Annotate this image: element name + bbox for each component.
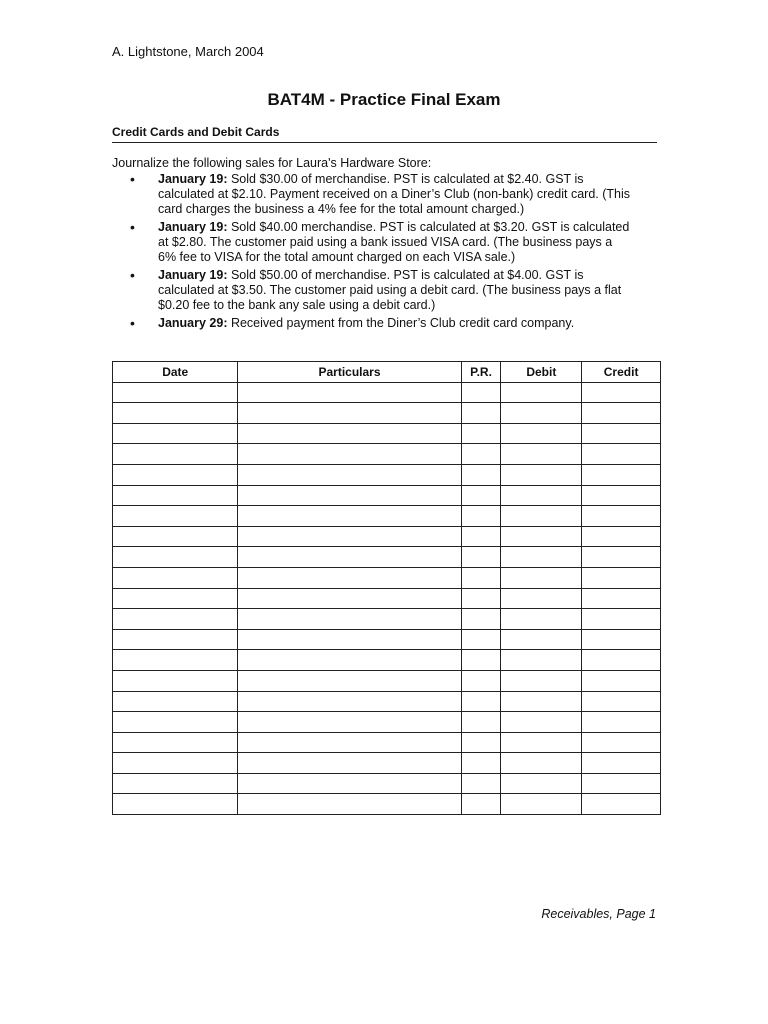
cell-particulars[interactable]: [238, 464, 461, 485]
bullet-icon: •: [130, 171, 135, 187]
transaction-text: Sold $40.00 merchandise. PST is calculated at $3.20. GST is calculated at $2.80. The customer paid using a bank issued VISA card. (The business pays a 6% fee to VISA for the total amount charged on each VISA sale.): [158, 220, 630, 264]
cell-pr[interactable]: [461, 629, 501, 650]
cell-debit[interactable]: [501, 485, 582, 506]
cell-credit[interactable]: [582, 773, 661, 794]
cell-pr[interactable]: [461, 732, 501, 753]
cell-debit[interactable]: [501, 629, 582, 650]
cell-date[interactable]: [113, 444, 238, 465]
cell-credit[interactable]: [582, 403, 661, 424]
table-row: [113, 567, 661, 588]
cell-pr[interactable]: [461, 670, 501, 691]
cell-pr[interactable]: [461, 567, 501, 588]
cell-particulars[interactable]: [238, 526, 461, 547]
cell-pr[interactable]: [461, 691, 501, 712]
cell-date[interactable]: [113, 464, 238, 485]
cell-credit[interactable]: [582, 382, 661, 403]
cell-date[interactable]: [113, 691, 238, 712]
cell-pr[interactable]: [461, 609, 501, 630]
cell-date[interactable]: [113, 609, 238, 630]
transaction-date: January 19:: [158, 172, 228, 186]
cell-particulars[interactable]: [238, 753, 461, 774]
journal-body: [113, 382, 661, 814]
cell-particulars[interactable]: [238, 609, 461, 630]
cell-pr[interactable]: [461, 753, 501, 774]
instructions: Journalize the following sales for Laura's Hardware Store:: [112, 156, 432, 170]
bullet-icon: •: [130, 267, 135, 283]
cell-credit[interactable]: [582, 794, 661, 815]
cell-date[interactable]: [113, 670, 238, 691]
author-line: A. Lightstone, March 2004: [112, 44, 264, 59]
cell-date[interactable]: [113, 629, 238, 650]
cell-particulars[interactable]: [238, 506, 461, 527]
table-row: [113, 423, 661, 444]
cell-debit[interactable]: [501, 526, 582, 547]
column-header-date: Date: [113, 362, 238, 383]
journal-table: [112, 361, 661, 815]
cell-date[interactable]: [113, 732, 238, 753]
table-row: [113, 794, 661, 815]
table-row: [113, 403, 661, 424]
cell-debit[interactable]: [501, 547, 582, 568]
cell-credit[interactable]: [582, 547, 661, 568]
transaction-date: January 19:: [158, 268, 228, 282]
list-item: [112, 220, 632, 265]
cell-date[interactable]: [113, 712, 238, 733]
cell-debit[interactable]: [501, 506, 582, 527]
cell-date[interactable]: [113, 547, 238, 568]
cell-pr[interactable]: [461, 547, 501, 568]
table-row: [113, 588, 661, 609]
table-header-row: [113, 362, 661, 383]
cell-date[interactable]: [113, 506, 238, 527]
table-row: [113, 670, 661, 691]
table-row: [113, 691, 661, 712]
cell-debit[interactable]: [501, 670, 582, 691]
bullet-icon: •: [130, 315, 135, 331]
column-header-pr: P.R.: [461, 362, 501, 383]
cell-particulars[interactable]: [238, 423, 461, 444]
column-header-particulars: Particulars: [238, 362, 461, 383]
cell-pr[interactable]: [461, 403, 501, 424]
transaction-text: Sold $50.00 of merchandise. PST is calculated at $4.00. GST is calculated at $3.50. The customer paid using a debit card. (The business pays a flat $0.20 fee to the bank any sale using a debit card.): [158, 268, 622, 312]
table-row: [113, 773, 661, 794]
cell-date[interactable]: [113, 567, 238, 588]
table-row: [113, 444, 661, 465]
cell-date[interactable]: [113, 382, 238, 403]
cell-debit[interactable]: [501, 464, 582, 485]
cell-debit[interactable]: [501, 650, 582, 671]
cell-debit[interactable]: [501, 753, 582, 774]
transaction-text: Received payment from the Diner’s Club credit card company.: [227, 316, 575, 330]
transaction-list: [112, 172, 632, 334]
cell-date[interactable]: [113, 526, 238, 547]
cell-debit[interactable]: [501, 732, 582, 753]
cell-date[interactable]: [113, 773, 238, 794]
cell-debit[interactable]: [501, 567, 582, 588]
cell-credit[interactable]: [582, 650, 661, 671]
cell-pr[interactable]: [461, 382, 501, 403]
table-row: [113, 732, 661, 753]
bullet-icon: •: [130, 219, 135, 235]
cell-debit[interactable]: [501, 691, 582, 712]
cell-date[interactable]: [113, 753, 238, 774]
cell-pr[interactable]: [461, 712, 501, 733]
table-row: [113, 712, 661, 733]
cell-debit[interactable]: [501, 444, 582, 465]
transaction-date: January 19:: [158, 220, 228, 234]
cell-credit[interactable]: [582, 506, 661, 527]
cell-credit[interactable]: [582, 691, 661, 712]
cell-date[interactable]: [113, 403, 238, 424]
cell-particulars[interactable]: [238, 547, 461, 568]
cell-credit[interactable]: [582, 712, 661, 733]
cell-date[interactable]: [113, 588, 238, 609]
cell-particulars[interactable]: [238, 794, 461, 815]
list-item: [112, 268, 632, 313]
table-row: [113, 382, 661, 403]
table-row: [113, 650, 661, 671]
cell-date[interactable]: [113, 485, 238, 506]
list-item: [112, 172, 632, 217]
cell-debit[interactable]: [501, 403, 582, 424]
list-item: [112, 316, 632, 331]
cell-date[interactable]: [113, 794, 238, 815]
cell-pr[interactable]: [461, 773, 501, 794]
cell-particulars[interactable]: [238, 650, 461, 671]
transaction-text: Sold $30.00 of merchandise. PST is calculated at $2.40. GST is calculated at $2.10. Payment received on a Diner’s Club (non-bank) credit card. (This card charges the business a 4% fee for the total amount charged.): [158, 172, 630, 216]
cell-particulars[interactable]: [238, 691, 461, 712]
cell-particulars[interactable]: [238, 567, 461, 588]
cell-pr[interactable]: [461, 794, 501, 815]
cell-particulars[interactable]: [238, 444, 461, 465]
cell-pr[interactable]: [461, 506, 501, 527]
cell-credit[interactable]: [582, 609, 661, 630]
cell-debit[interactable]: [501, 423, 582, 444]
table-row: [113, 629, 661, 650]
cell-pr[interactable]: [461, 444, 501, 465]
cell-pr[interactable]: [461, 526, 501, 547]
cell-credit[interactable]: [582, 464, 661, 485]
cell-credit[interactable]: [582, 526, 661, 547]
cell-debit[interactable]: [501, 794, 582, 815]
cell-debit[interactable]: [501, 773, 582, 794]
cell-credit[interactable]: [582, 444, 661, 465]
cell-particulars[interactable]: [238, 712, 461, 733]
column-header-debit: Debit: [501, 362, 582, 383]
cell-particulars[interactable]: [238, 732, 461, 753]
cell-pr[interactable]: [461, 464, 501, 485]
cell-pr[interactable]: [461, 650, 501, 671]
table-row: [113, 485, 661, 506]
cell-particulars[interactable]: [238, 588, 461, 609]
column-header-credit: Credit: [582, 362, 661, 383]
cell-pr[interactable]: [461, 588, 501, 609]
cell-pr[interactable]: [461, 423, 501, 444]
table-row: [113, 753, 661, 774]
table-row: [113, 547, 661, 568]
cell-credit[interactable]: [582, 670, 661, 691]
transaction-date: January 29:: [158, 316, 228, 330]
cell-credit[interactable]: [582, 753, 661, 774]
cell-credit[interactable]: [582, 567, 661, 588]
cell-particulars[interactable]: [238, 382, 461, 403]
cell-debit[interactable]: [501, 609, 582, 630]
cell-credit[interactable]: [582, 485, 661, 506]
cell-pr[interactable]: [461, 485, 501, 506]
cell-date[interactable]: [113, 650, 238, 671]
page-title: BAT4M - Practice Final Exam: [267, 90, 501, 109]
table-row: [113, 464, 661, 485]
cell-particulars[interactable]: [238, 670, 461, 691]
table-row: [113, 506, 661, 527]
table-row: [113, 609, 661, 630]
cell-date[interactable]: [113, 423, 238, 444]
section-heading: Credit Cards and Debit Cards: [112, 125, 657, 143]
cell-particulars[interactable]: [238, 773, 461, 794]
cell-credit[interactable]: [582, 588, 661, 609]
cell-particulars[interactable]: [238, 485, 461, 506]
table-row: [113, 526, 661, 547]
cell-debit[interactable]: [501, 382, 582, 403]
cell-particulars[interactable]: [238, 629, 461, 650]
cell-credit[interactable]: [582, 423, 661, 444]
cell-credit[interactable]: [582, 629, 661, 650]
cell-debit[interactable]: [501, 588, 582, 609]
cell-credit[interactable]: [582, 732, 661, 753]
page-footer: Receivables, Page 1: [541, 907, 656, 921]
cell-debit[interactable]: [501, 712, 582, 733]
cell-particulars[interactable]: [238, 403, 461, 424]
